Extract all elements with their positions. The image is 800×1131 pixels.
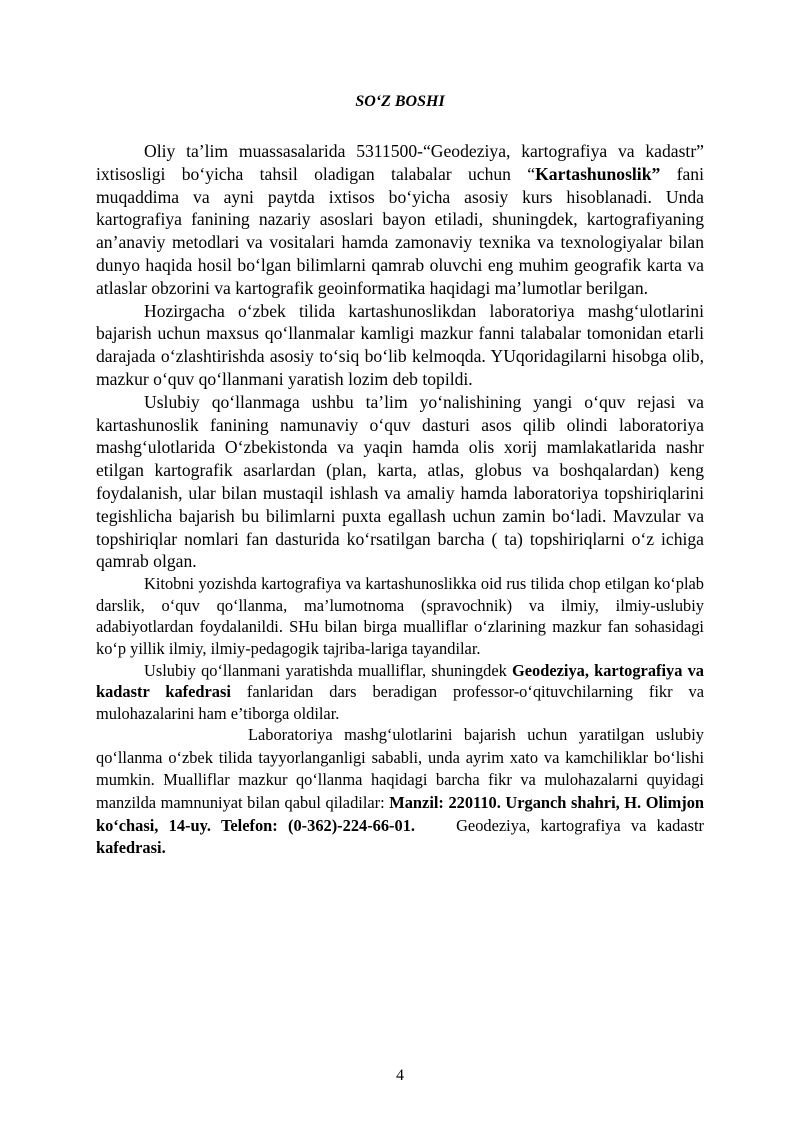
paragraph-intro-text-1: Oliy ta’lim muassasalarida 5311500-“Geodeziya, kartografiya va kadastr” ixtisosligi bo‘yicha tahsil oladigan talabalar uchun “ bbox=[96, 141, 704, 184]
department-name-bold: Geodeziya, kartografiya va kadastr kafedrasi bbox=[96, 660, 704, 702]
paragraph-contact bbox=[96, 724, 709, 860]
page-body bbox=[96, 140, 709, 860]
page-number: 4 bbox=[396, 1067, 404, 1084]
department-word-bold: kafedrasi. bbox=[96, 838, 166, 858]
paragraph-intro-text-2: fani muqaddima va ayni paytda ixtisos bo‘yicha asosiy kurs hisoblanadi. Unda kartografiya fanining nazariy asoslari bayon etiladi, shuningdek, kartografiyaning an’anaviy metodlari va vositalari hamda zamonaviy texnika va texnologiyalar bilan dunyo haqida hosil bo‘lgan bilimlarni qamrab oluvchi eng muhim geografik karta va atlaslar obzorini va kartografik geoinformatika haqidagi ma’lumotlar berilgan. bbox=[96, 163, 704, 298]
paragraph-acknowledgement-text-2: fanlaridan dars beradigan professor-o‘qituvchilarning fikr va mulohazalarini ham e’tiborga oldilar. bbox=[96, 682, 704, 723]
paragraph-sources: Kitobni yozishda kartografiya va kartashunoslikka oid rus tilida chop etilgan ko‘plab darslik, o‘quv qo‘llanma, ma’lumotnoma (spravochnik) va ilmiy, ilmiy-uslubiy adabiyotlardan foydalanildi. SHu bilan birga mualliflar o‘zlarining mazkur fan sohasidagi ko‘p yillik ilmiy, ilmiy-pedagogik tajriba-lariga tayandilar. bbox=[96, 574, 704, 658]
paragraph-acknowledgement bbox=[96, 660, 704, 725]
page-title: SO‘Z BOSHI bbox=[355, 93, 445, 110]
paragraph-curriculum: Uslubiy qo‘llanmaga ushbu ta’lim yo‘nalishining yangi o‘quv rejasi va kartashunoslik fanining namunaviy o‘quv dasturi asos qilib olindi laboratoriya mashg‘ulotlarida O‘zbekistonda va yaqin hamda olis xorij mamlakatlarida nashr etilgan kartografik asarlardan (plan, karta, atlas, globus va boshqalardan) keng foydalanish, ular bilan mustaqil ishlash va amaliy hamda laboratoriya topshiriqlarini tegishlicha bajarish bu bilimlarni puxta egallash uchun zamin bo‘ladi. Mavzular va topshiriqlar nomlari fan dasturida ko‘rsatilgan barcha ( ta) topshiriqlarni o‘z ichiga qamrab olgan. bbox=[96, 391, 704, 572]
course-name-bold: Kartashunoslik” bbox=[535, 163, 661, 184]
paragraph-contact-text: Laboratoriya mashg‘ulotlarini bajarish uchun yaratilgan uslubiy qo‘llanma o‘zbek tilida tayyorlanganligi sababli, unda ayrim xato va kamchiliklar bo‘lishi mumkin. Mualliflar mazkur qo‘llanma haqidagi barcha fikr va mulohazalarni quyidagi manzilda mamnuniyat bilan qabul qiladilar: bbox=[96, 725, 704, 813]
paragraph-acknowledgement-text-1: Uslubiy qo‘llanmani yaratishda mualliflar, shuningdek bbox=[144, 660, 512, 680]
department-label: Geodeziya, kartografiya va kadastr bbox=[415, 815, 709, 835]
paragraph-motivation: Hozirgacha o‘zbek tilida kartashunoslikdan laboratoriya mashg‘ulotlarini bajarish uchun maxsus qo‘llanmalar kamligi mazkur fanni talabalar tomonidan etarli darajada o‘zlashtirishda asosiy to‘siq bo‘lib kelmoqda. YUqoridagilarni hisobga olib, mazkur o‘quv qo‘llanmani yaratish lozim deb topildi. bbox=[96, 300, 704, 389]
address-bold: Manzil: 220110. Urganch shahri, H. Olimjon ko‘chasi, 14-uy. Telefon: (0-362)-224-66-01. bbox=[96, 793, 705, 835]
paragraph-intro bbox=[96, 140, 704, 300]
